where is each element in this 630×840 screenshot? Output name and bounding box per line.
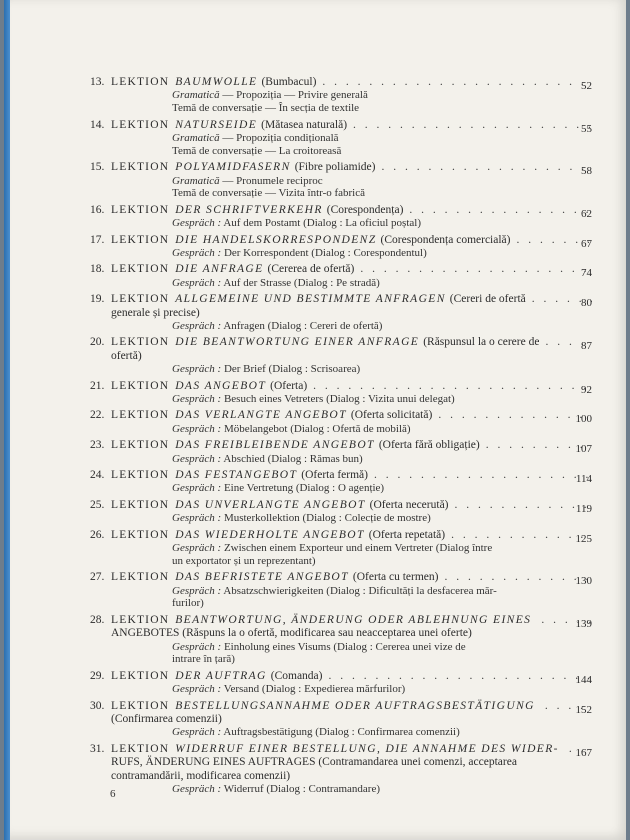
subentry-text: Auftragsbestätigung (Dialog : Confirmarea comenzii) (223, 726, 460, 739)
toc-entry-heading (90, 743, 592, 756)
subentry-label: Gespräch : (172, 217, 222, 230)
leader-dots (353, 119, 592, 132)
lesson-label: LEKTION (111, 118, 170, 131)
toc-subentry (90, 247, 592, 260)
lesson-translation: (Cererea de ofertă) (267, 263, 355, 276)
subentry-text: Absatzschwierigkeiten (Dialog : Dificultăți la desfacerea măr- (223, 584, 497, 597)
toc-entry (90, 469, 592, 495)
lesson-label: LEKTION (111, 76, 170, 88)
lesson-title: POLYAMIDFASERN (175, 161, 291, 174)
subentry-text: Möbelangebot (Dialog : Ofertă de mobilă) (223, 422, 411, 435)
toc-page-number: 74 (581, 267, 592, 280)
toc-entry (90, 571, 592, 610)
subentry-text: — Propoziția — Privire generală (222, 89, 368, 102)
subentry-label: Gespräch : (172, 683, 222, 696)
subentry-text: Temă de conversație — La croitoreasă (172, 144, 342, 157)
subentry-text: Auf dem Postamt (Dialog : La oficiul poștal) (223, 217, 421, 230)
toc-entry (90, 204, 592, 230)
toc-entry (90, 380, 592, 406)
toc-page-number: 125 (575, 532, 592, 545)
toc-entry-continuation: generale și precise) (111, 306, 200, 319)
toc-subentry (90, 683, 592, 696)
lesson-translation: (Oferta solicitată) (350, 409, 433, 422)
subentry-text: Temă de conversație — Vizita într-o fabrică (172, 187, 366, 200)
lesson-translation: (Oferta cu termen) (352, 571, 439, 584)
lesson-number: 18. (90, 263, 105, 276)
page-number: 6 (110, 788, 116, 800)
leader-dots (322, 76, 592, 89)
lesson-label: LEKTION (111, 742, 170, 755)
toc-entry (90, 743, 592, 796)
toc-subentry (90, 453, 592, 466)
subentry-text: Zwischen einem Exporteur und einem Vertreter (Dialog între (223, 541, 493, 554)
lesson-number: 13. (90, 76, 105, 88)
lesson-label: LEKTION (111, 468, 170, 481)
lesson-title: WIDERRUF EINER BESTELLUNG, DIE ANNAHME DES WIDER- (175, 742, 559, 755)
lesson-label: LEKTION (111, 669, 170, 682)
toc-entry-heading (90, 529, 592, 542)
subentry-label: Gespräch : (172, 363, 222, 376)
lesson-title: DAS VERLANGTE ANGEBOT (175, 409, 347, 422)
toc-entry-heading (90, 263, 592, 276)
toc-entry (90, 614, 592, 666)
lesson-translation: (Răspunsul la o cerere de (423, 336, 540, 349)
lesson-translation: (Corespondența comercială) (380, 233, 511, 246)
lesson-translation: (Mătasea naturală) (261, 118, 348, 131)
toc-entry-heading (90, 161, 592, 174)
toc-entry-heading (90, 119, 592, 132)
toc-subentry (90, 585, 592, 598)
toc-entry-heading (90, 336, 592, 349)
leader-dots (409, 204, 592, 217)
lesson-title: DER AUFTRAG (175, 669, 267, 682)
toc-subentry (90, 393, 592, 406)
toc-entry-heading (90, 293, 592, 306)
toc-entry-heading (90, 571, 592, 584)
lesson-number: 26. (90, 528, 105, 541)
toc-entry-heading (90, 409, 592, 422)
toc-page-number: 114 (575, 472, 592, 485)
subentry-text: Musterkollektion (Dialog : Colecție de mostre) (223, 512, 431, 525)
lesson-translation: (Oferta repetată) (368, 528, 446, 541)
subentry-text: Auf der Strasse (Dialog : Pe stradă) (223, 276, 380, 289)
lesson-label: LEKTION (111, 233, 170, 246)
toc-entry-heading (90, 76, 592, 89)
lesson-title: DAS UNVERLANGTE ANGEBOT (175, 498, 366, 511)
toc-entry (90, 439, 592, 465)
lesson-translation: (Oferta fermă) (301, 468, 368, 481)
toc-entry-heading (90, 469, 592, 482)
leader-dots (451, 529, 592, 542)
lesson-title: DER SCHRIFTVERKEHR (175, 203, 323, 216)
toc-subentry (90, 175, 592, 188)
subentry-label: Gespräch : (172, 452, 222, 465)
subentry-label: Gespräch : (172, 482, 222, 495)
subentry-label: Gespräch : (172, 392, 222, 405)
toc-page-number: 58 (581, 165, 592, 178)
subentry-text: Temă de conversație — În secția de textile (172, 102, 360, 115)
subentry-label: Gespräch : (172, 584, 222, 597)
lesson-title: BEANTWORTUNG, ÄNDERUNG ODER ABLEHNUNG EINES (175, 613, 532, 626)
lesson-number: 24. (90, 468, 105, 481)
subentry-text: Besuch eines Vetreters (Dialog : Vizita unui delegat) (223, 392, 455, 405)
lesson-translation: (Cereri de ofertă (449, 293, 526, 306)
lesson-label: LEKTION (111, 571, 170, 584)
lesson-title: BESTELLUNGSANNAHME ODER AUFTRAGSBESTÄTIGUNG (175, 699, 535, 712)
lesson-translation: (Oferta fără obligație) (378, 439, 480, 452)
toc-entry-heading (90, 204, 592, 217)
toc-entry-continuation: ofertă) (111, 349, 142, 362)
toc-subentry-continuation: intrare în țară) (172, 653, 235, 666)
lesson-label: LEKTION (111, 336, 170, 349)
toc-entry (90, 119, 592, 158)
lesson-label: LEKTION (111, 498, 170, 511)
toc-entry (90, 76, 592, 115)
lesson-label: LEKTION (111, 528, 170, 541)
toc-entry-heading (90, 670, 592, 683)
lesson-translation: (Comanda) (270, 669, 323, 682)
toc-subentry (90, 726, 592, 739)
leader-dots (382, 161, 593, 174)
lesson-number: 23. (90, 439, 105, 452)
lesson-number: 21. (90, 379, 105, 392)
lesson-title: ALLGEMEINE UND BESTIMMTE ANFRAGEN (175, 293, 446, 306)
lesson-translation: (Oferta) (270, 379, 308, 392)
subentry-label: Gespräch : (172, 422, 222, 435)
lesson-label: LEKTION (111, 699, 170, 712)
toc-page-number: 55 (581, 122, 592, 135)
toc-entry-heading (90, 439, 592, 452)
toc-page-number: 100 (575, 413, 592, 426)
leader-dots (444, 571, 592, 584)
subentry-text: Widerruf (Dialog : Contramandare) (223, 782, 380, 795)
subentry-text: Der Brief (Dialog : Scrisoarea) (223, 363, 361, 376)
toc-subentry-continuation: furilor) (172, 597, 204, 610)
lesson-translation: (Fibre poliamide) (294, 161, 376, 174)
lesson-number: 27. (90, 571, 105, 584)
toc-entry (90, 409, 592, 435)
toc-page-number: 130 (575, 575, 592, 588)
subentry-label: Gespräch : (172, 782, 222, 795)
toc-page-number: 80 (581, 297, 592, 310)
leader-dots (313, 380, 592, 393)
toc-subentry (90, 132, 592, 145)
toc-entry (90, 700, 592, 740)
subentry-text: Abschied (Dialog : Rămas bun) (223, 452, 363, 465)
lesson-title: BAUMWOLLE (175, 76, 258, 88)
lesson-title: DIE HANDELSKORRESPONDENZ (175, 233, 377, 246)
lesson-label: LEKTION (111, 293, 170, 306)
subentry-text: Versand (Dialog : Expedierea mărfurilor) (223, 683, 406, 696)
lesson-title: DAS ANGEBOT (175, 379, 267, 392)
leader-dots (328, 670, 592, 683)
toc-subentry (90, 363, 592, 376)
toc-entry-heading (90, 380, 592, 393)
toc-subentry (90, 102, 592, 115)
subentry-label: Gramatică (172, 132, 220, 144)
toc-entry-continuation: (Confirmarea comenzii) (111, 712, 222, 725)
subentry-label: Gespräch : (172, 541, 222, 554)
lesson-title: DIE ANFRAGE (175, 263, 264, 276)
toc-page-number: 67 (581, 237, 592, 250)
toc-subentry (90, 512, 592, 525)
lesson-number: 25. (90, 498, 105, 511)
toc-entry-heading (90, 700, 592, 713)
subentry-label: Gespräch : (172, 276, 222, 289)
lesson-label: LEKTION (111, 613, 170, 626)
toc-page-number: 92 (581, 383, 592, 396)
subentry-label: Gespräch : (172, 726, 222, 739)
lesson-number: 17. (90, 233, 105, 246)
lesson-title: NATURSEIDE (175, 118, 258, 131)
lesson-translation: (Corespondența) (326, 203, 404, 216)
toc-entry (90, 161, 592, 200)
subentry-label: Gramatică (172, 174, 220, 187)
toc-page-number: 107 (575, 443, 592, 456)
toc-entry-continuation: ANGEBOTES (Răspuns la o ofertă, modificarea sau neacceptarea unei oferte) (111, 627, 472, 640)
lesson-title: DAS FREIBLEIBENDE ANGEBOT (175, 439, 375, 452)
leader-dots (374, 469, 592, 482)
leader-dots (455, 499, 593, 512)
lesson-number: 29. (90, 669, 105, 682)
lesson-number: 28. (90, 613, 105, 626)
subentry-text: Einholung eines Visums (Dialog : Cererea unei vize de (223, 640, 466, 653)
lesson-label: LEKTION (111, 263, 170, 276)
lesson-label: LEKTION (111, 379, 170, 392)
lesson-number: 30. (90, 699, 105, 712)
lesson-number: 19. (90, 293, 105, 306)
toc-entry-heading (90, 614, 592, 627)
lesson-number: 22. (90, 409, 105, 422)
toc-page-number: 119 (575, 502, 592, 515)
toc-entry (90, 670, 592, 696)
toc-page-number: 62 (581, 207, 592, 220)
toc-subentry (90, 320, 592, 333)
toc-entry (90, 529, 592, 568)
subentry-label: Gespräch : (172, 640, 222, 653)
toc-entry (90, 293, 592, 333)
subentry-text: Eine Vertretung (Dialog : O agenție) (223, 482, 385, 495)
lesson-number: 14. (90, 118, 105, 131)
lesson-number: 16. (90, 203, 105, 216)
toc-subentry (90, 89, 592, 102)
lesson-label: LEKTION (111, 161, 170, 174)
lesson-label: LEKTION (111, 203, 170, 216)
lesson-label: LEKTION (111, 439, 170, 452)
toc-subentry (90, 542, 592, 555)
cover-edge (4, 0, 10, 840)
toc-subentry (90, 277, 592, 290)
book-page (4, 0, 626, 840)
subentry-label: Gespräch : (172, 246, 222, 259)
toc-subentry (90, 187, 592, 200)
toc-entry-continuation: RUFS, ÄNDERUNG EINES AUFTRAGES (Contramandarea unei comenzi, acceptarea contramandării, modificarea comenzii) (111, 756, 517, 782)
toc-entry-heading (90, 499, 592, 512)
toc-page-number: 139 (575, 617, 592, 630)
toc-page-number: 167 (575, 746, 592, 759)
lesson-title: DAS WIEDERHOLTE ANGEBOT (175, 528, 365, 541)
subentry-text: — Propoziția condițională (222, 132, 339, 144)
toc-page-number: 52 (581, 80, 592, 92)
lesson-label: LEKTION (111, 409, 170, 422)
subentry-text: Der Korrespondent (Dialog : Corespondentul) (223, 246, 427, 259)
lesson-title: DAS FESTANGEBOT (175, 468, 298, 481)
subentry-label: Gramatică (172, 89, 220, 102)
lesson-translation: (Oferta necerută) (369, 498, 449, 511)
toc-subentry (90, 783, 592, 796)
toc-subentry (90, 641, 592, 654)
toc-subentry-continuation: un exportator și un reprezentant) (172, 554, 316, 567)
subentry-label: Gespräch : (172, 319, 222, 332)
lesson-number: 15. (90, 161, 105, 174)
toc-entry (90, 263, 592, 289)
toc-entry (90, 499, 592, 525)
toc-subentry (90, 145, 592, 158)
leader-dots (360, 263, 592, 276)
subentry-text: — Pronumele reciproc (222, 174, 323, 187)
toc-entry (90, 234, 592, 260)
subentry-text: Anfragen (Dialog : Cereri de ofertă) (223, 319, 383, 332)
lesson-number: 20. (90, 336, 105, 349)
toc-entry (90, 336, 592, 376)
toc-page-number: 87 (581, 340, 592, 353)
toc-subentry (90, 423, 592, 436)
toc-subentry (90, 482, 592, 495)
toc-subentry (90, 217, 592, 230)
leader-dots (438, 409, 592, 422)
lesson-title: DIE BEANTWORTUNG EINER ANFRAGE (175, 336, 420, 349)
lesson-translation: (Bumbacul) (261, 76, 317, 88)
table-of-contents (90, 76, 592, 799)
toc-page-number: 152 (575, 703, 592, 716)
lesson-title: DAS BEFRISTETE ANGEBOT (175, 571, 349, 584)
toc-page-number: 144 (575, 673, 592, 686)
subentry-label: Gespräch : (172, 512, 222, 525)
lesson-number: 31. (90, 742, 105, 755)
toc-entry-heading (90, 234, 592, 247)
